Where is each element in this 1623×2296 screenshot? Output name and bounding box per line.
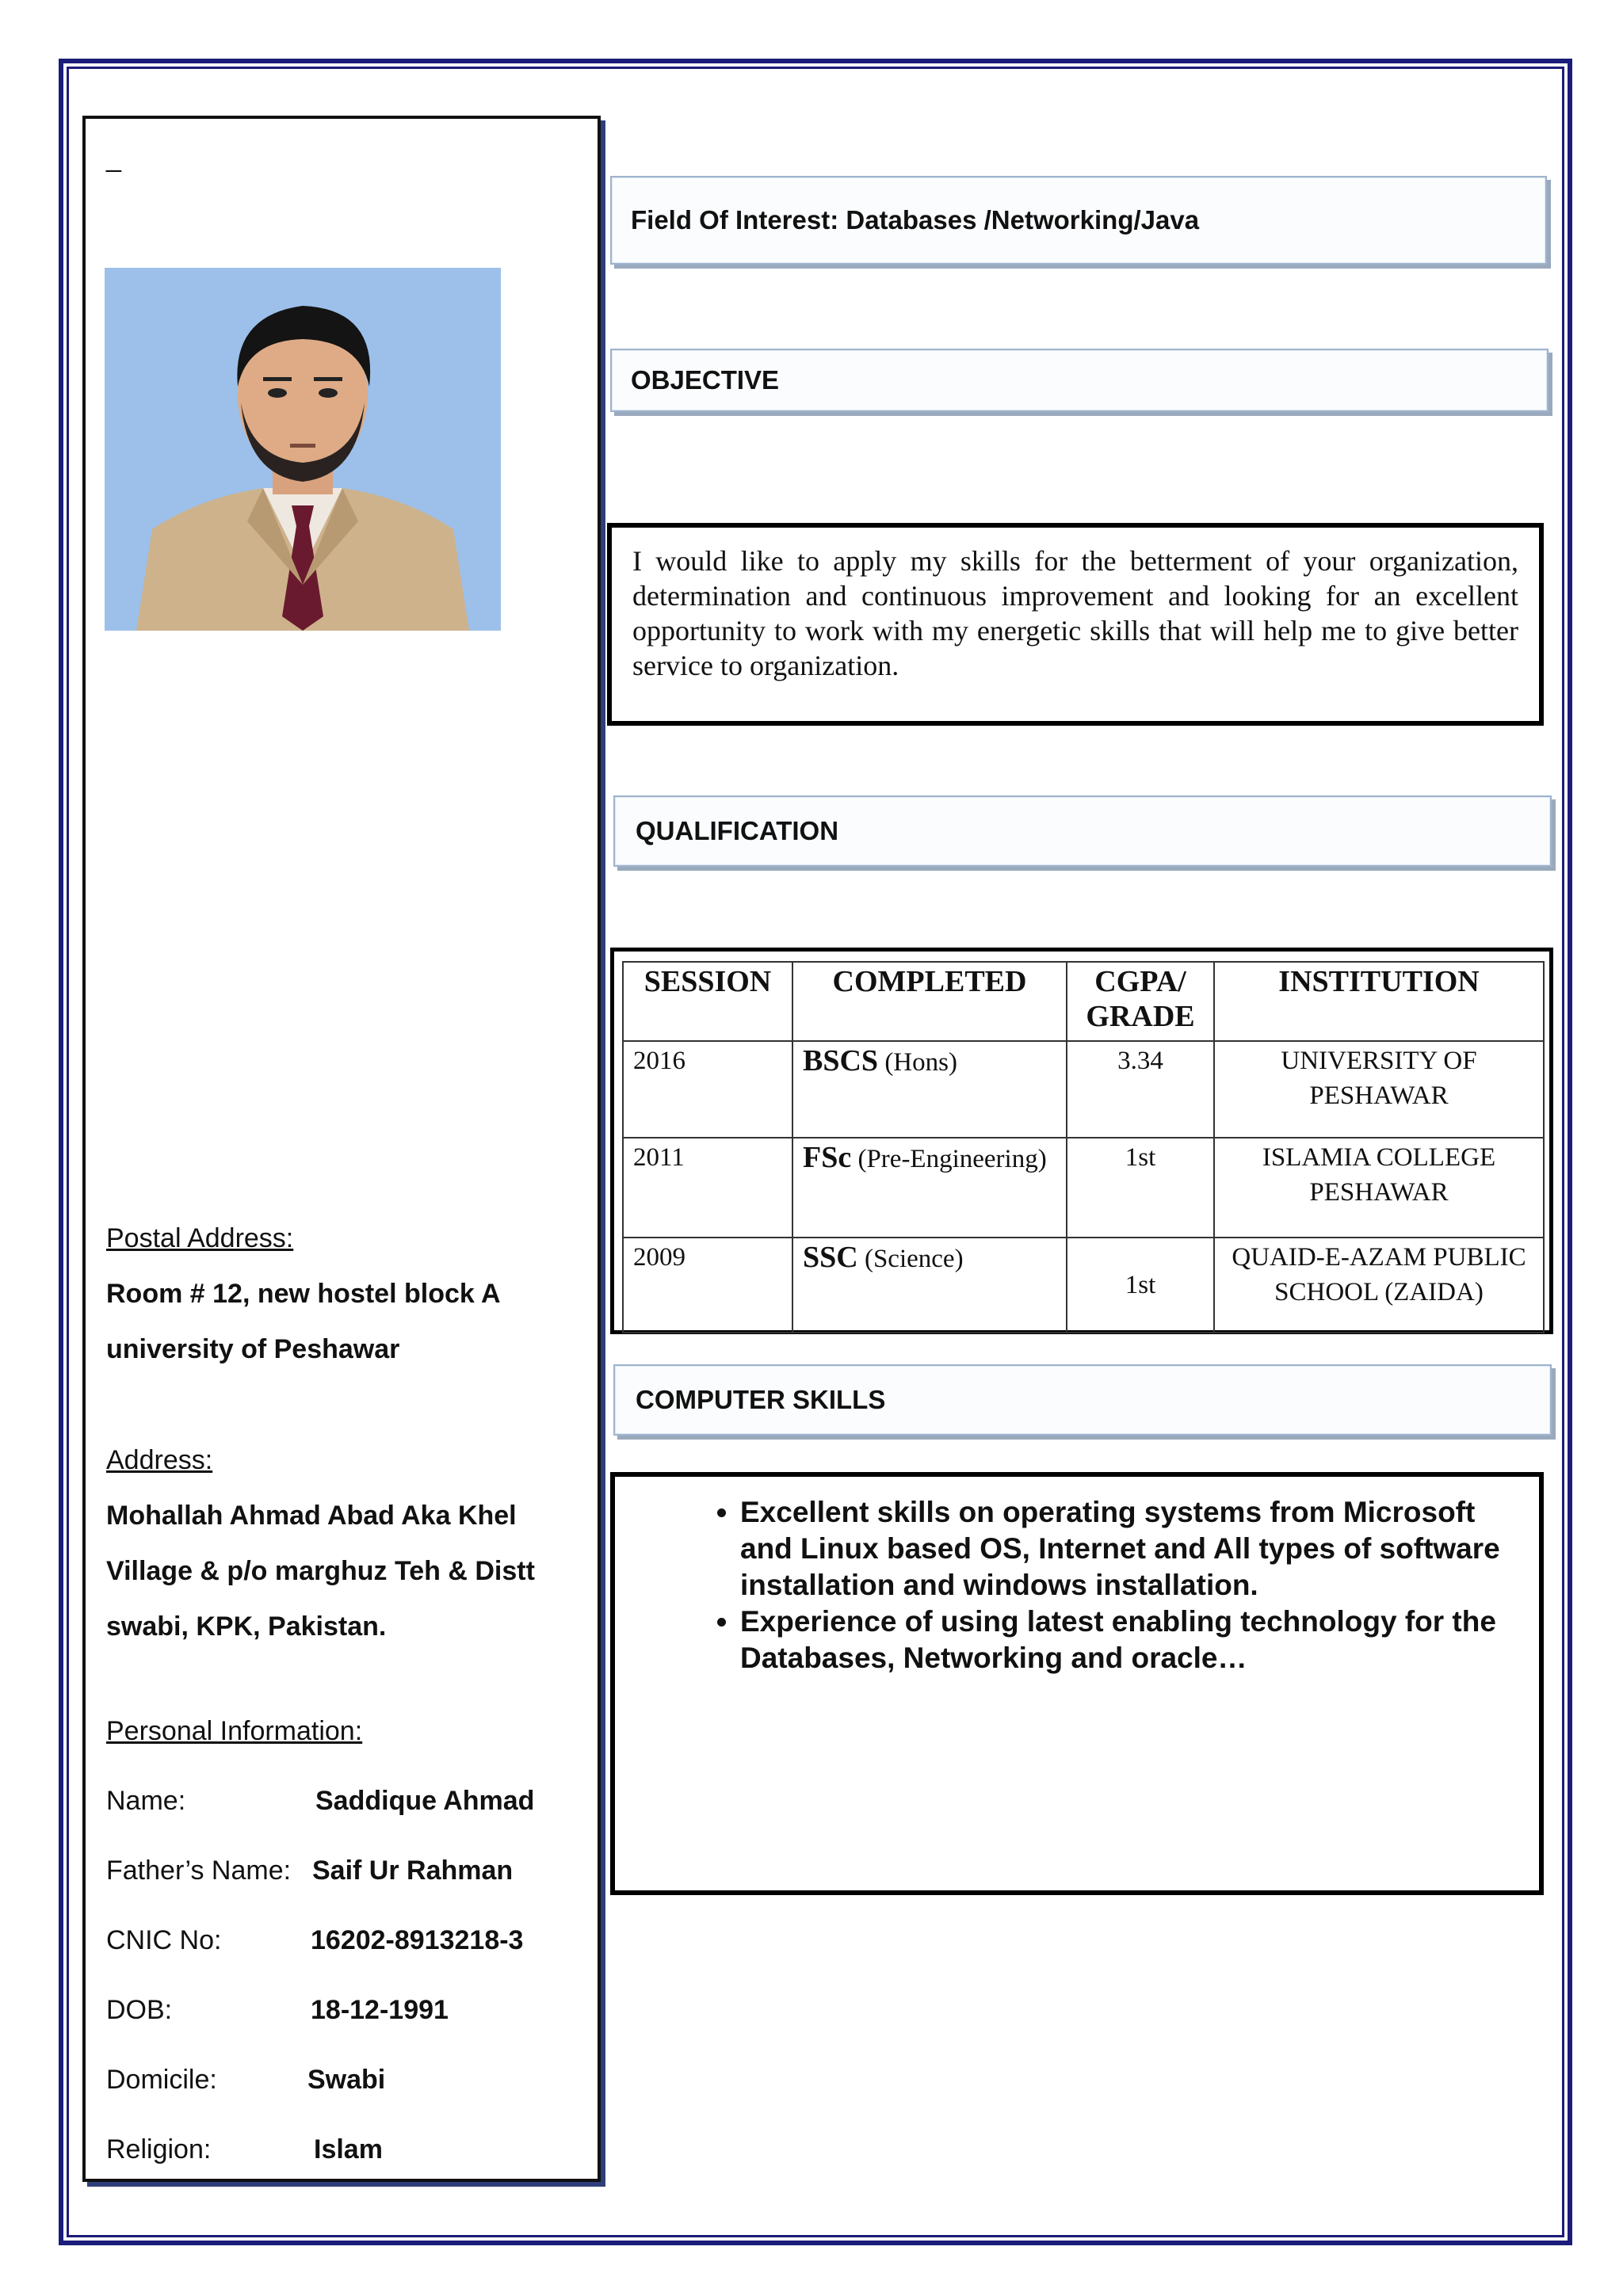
cnic-value: 16202-8913218-3 (311, 1925, 524, 1955)
degree-name: FSc (803, 1141, 852, 1174)
field-of-interest-header (610, 176, 1547, 265)
institution-cell: UNIVERSITY OF PESHAWAR (1214, 1041, 1544, 1138)
profile-photo (105, 268, 501, 631)
objective-heading: OBJECTIVE (631, 365, 780, 395)
personal-info-heading: Personal Information: (106, 1716, 363, 1746)
table-row (623, 1138, 1544, 1238)
col-header-institution: INSTITUTION (1214, 962, 1544, 1041)
father-name-label: Father’s Name: (106, 1855, 292, 1886)
objective-header (610, 349, 1549, 412)
qualification-heading: QUALIFICATION (636, 816, 839, 845)
grade-cell: 1st (1067, 1138, 1214, 1238)
qualification-table (622, 961, 1545, 1333)
table-row (623, 1238, 1544, 1333)
name-value: Saddique Ahmad (315, 1786, 535, 1816)
institution-cell: QUAID-E-AZAM PUBLIC SCHOOL (ZAIDA) (1214, 1238, 1544, 1333)
degree-detail: (Hons) (878, 1048, 957, 1077)
degree-name: BSCS (803, 1044, 879, 1077)
dob-value: 18-12-1991 (311, 1995, 449, 2025)
session-cell: 2016 (623, 1041, 792, 1138)
address-line: Village & p/o marghuz Teh & Distt (106, 1556, 535, 1586)
dash-mark: _ (106, 143, 121, 173)
postal-address-heading: Postal Address: (106, 1223, 294, 1253)
religion-value: Islam (314, 2134, 383, 2164)
address-line: Mohallah Ahmad Abad Aka Khel (106, 1501, 517, 1531)
field-of-interest-text: Field Of Interest: Databases /Networking/Java (631, 205, 1200, 235)
degree-detail: (Science) (857, 1245, 964, 1273)
objective-box (607, 523, 1544, 726)
skills-list (615, 1494, 1523, 1676)
qualification-header (613, 795, 1552, 867)
computer-skills-box (610, 1472, 1544, 1895)
completed-cell (792, 1238, 1067, 1333)
domicile-label: Domicile: (106, 2065, 217, 2095)
qualification-table-frame (610, 948, 1553, 1334)
session-cell: 2011 (623, 1138, 792, 1238)
religion-label: Religion: (106, 2134, 212, 2164)
col-header-session: SESSION (623, 962, 792, 1041)
cnic-label: CNIC No: (106, 1925, 222, 1955)
grade-cell: 1st (1067, 1238, 1214, 1333)
postal-address-line: Room # 12, new hostel block A (106, 1279, 501, 1309)
table-header-row (623, 962, 1544, 1041)
dob-label: DOB: (106, 1995, 173, 2025)
computer-skills-heading: COMPUTER SKILLS (636, 1385, 886, 1414)
address-line: swabi, KPK, Pakistan. (106, 1611, 387, 1642)
col-header-completed: COMPLETED (792, 962, 1067, 1041)
institution-cell: ISLAMIA COLLEGE PESHAWAR (1214, 1138, 1544, 1238)
domicile-value: Swabi (307, 2065, 386, 2095)
address-heading: Address: (106, 1445, 213, 1475)
father-name-value: Saif Ur Rahman (312, 1855, 514, 1886)
name-label: Name: (106, 1786, 186, 1816)
session-cell: 2009 (623, 1238, 792, 1333)
portrait-image (105, 268, 501, 631)
degree-name: SSC (803, 1241, 858, 1274)
completed-cell (792, 1138, 1067, 1238)
postal-address-line: university of Peshawar (106, 1334, 400, 1364)
objective-text: I would like to apply my skills for the betterment of your organization, determination and continuous improvement and looking for an excellent opportunity to work with my energetic skills that will help me to give better service to organization. (632, 545, 1518, 681)
col-header-grade: CGPA/ GRADE (1067, 962, 1214, 1041)
skill-item: • Excellent skills on operating systems from Microsoft and Linux based OS, Internet and All types of software installation and windows installation. (740, 1494, 1523, 1604)
completed-cell (792, 1041, 1067, 1138)
skill-item: • Experience of using latest enabling technology for the Databases, Networking and oracle… (740, 1604, 1523, 1676)
degree-detail: (Pre-Engineering) (851, 1145, 1047, 1173)
grade-cell: 3.34 (1067, 1041, 1214, 1138)
computer-skills-header (613, 1364, 1552, 1436)
table-row (623, 1041, 1544, 1138)
